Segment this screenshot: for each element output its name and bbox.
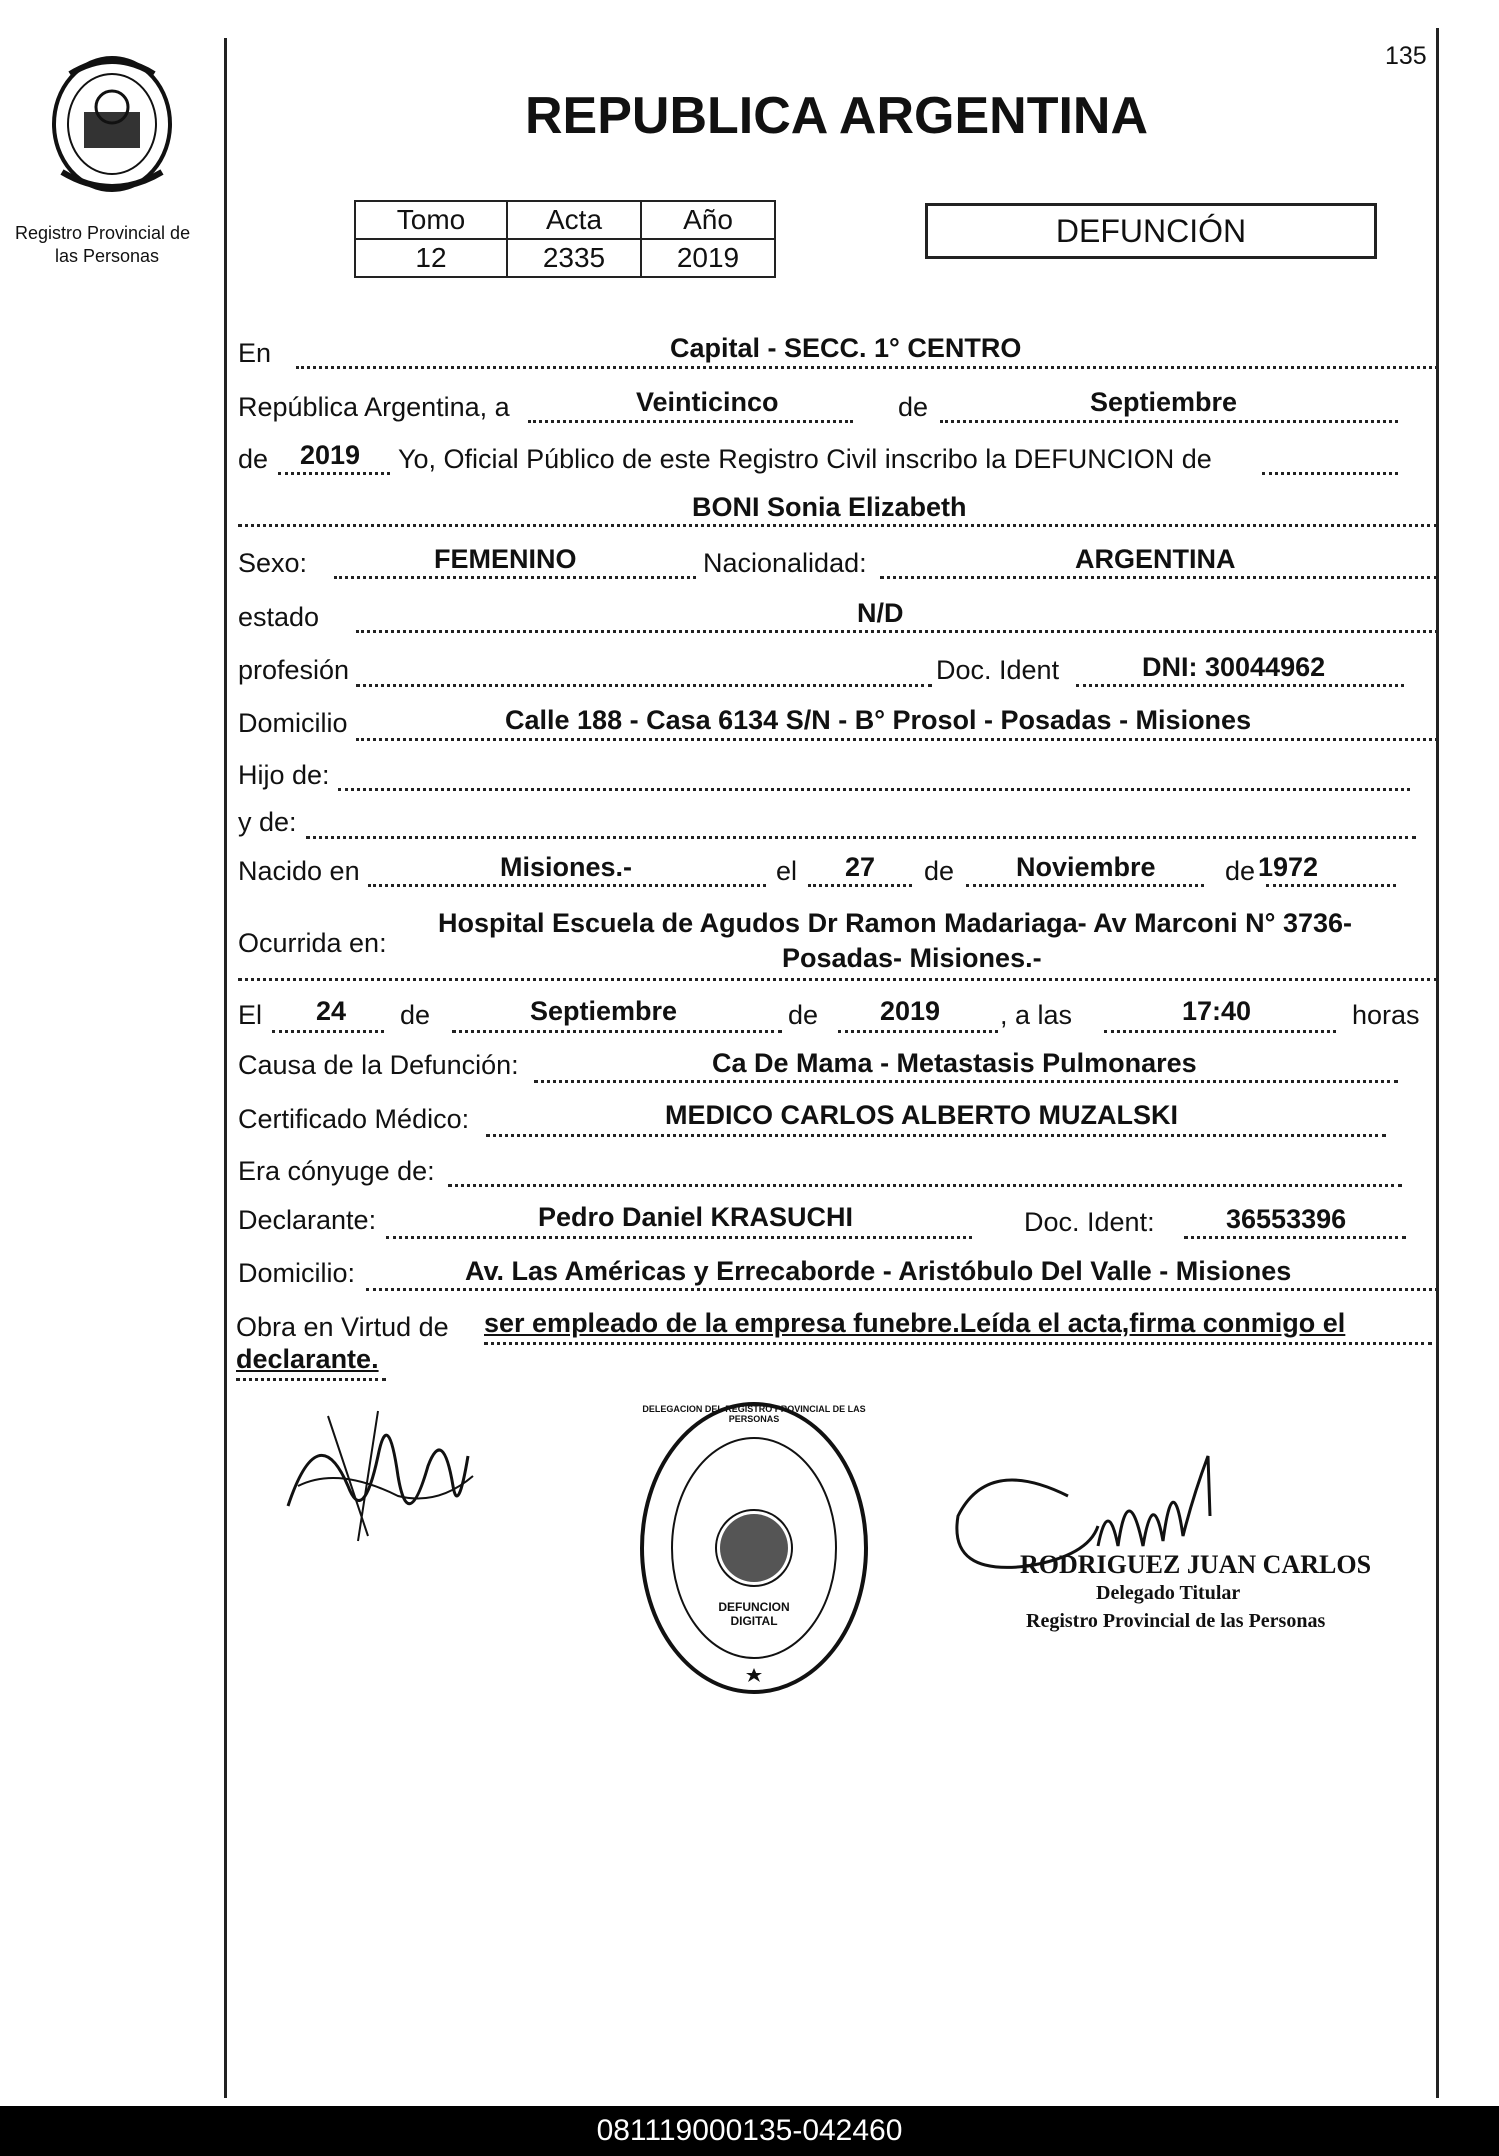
def-hora: 17:40: [1182, 996, 1252, 1026]
dotline: [238, 978, 1438, 981]
ocurrida-line1: Hospital Escuela de Agudos Dr Ramon Madariaga- Av Marconi N° 3736-: [438, 908, 1353, 938]
dotline: [368, 884, 766, 887]
dotline: [356, 630, 1438, 633]
def-dia: 24: [316, 996, 347, 1026]
nombre-value: BONI Sonia Elizabeth: [692, 492, 967, 522]
dotline: [1262, 472, 1398, 475]
dia-inscripcion: Veinticinco: [636, 387, 779, 417]
label-a-las: , a las: [1000, 1000, 1073, 1030]
label-domicilio2: Domicilio:: [238, 1258, 356, 1288]
label-y-de: y de:: [238, 807, 297, 837]
registry-name-line2: las Personas: [55, 246, 160, 266]
lugar-value: Capital - SECC. 1° CENTRO: [670, 333, 1022, 363]
right-margin-line: [1436, 28, 1439, 2098]
declarante-domicilio: Av. Las Américas y Errecaborde - Aristóbulo Del Valle - Misiones: [465, 1256, 1292, 1286]
label-de: de: [898, 392, 929, 422]
dni-value: DNI: 30044962: [1142, 652, 1326, 682]
dotline: [486, 1134, 1386, 1137]
label-republica: República Argentina, a: [238, 392, 510, 422]
ocurrida-line2: Posadas- Misiones.-: [782, 943, 1042, 973]
label-obra: Obra en Virtud de: [236, 1312, 449, 1342]
nac-dia: 27: [845, 852, 876, 882]
label-el: el: [776, 856, 798, 886]
anio-inscripcion: 2019: [300, 440, 361, 470]
declarante-doc: 36553396: [1226, 1204, 1347, 1234]
anio-header: Año: [641, 201, 775, 239]
tomo-value: 12: [355, 239, 507, 277]
def-anio: 2019: [880, 996, 941, 1026]
label-certificado: Certificado Médico:: [238, 1104, 470, 1134]
nac-mes: Noviembre: [1016, 852, 1156, 882]
estado-value: N/D: [857, 598, 904, 628]
dotline: [1266, 884, 1396, 887]
dotline: [484, 1342, 1432, 1345]
label-doc-ident: Doc. Ident: [936, 655, 1060, 685]
nacido-en-value: Misiones.-: [500, 852, 633, 882]
dotline: [366, 1288, 1438, 1291]
dotline: [1104, 1030, 1336, 1033]
label-de: de: [238, 444, 269, 474]
certificado-value: MEDICO CARLOS ALBERTO MUZALSKI: [665, 1100, 1178, 1130]
dotline: [272, 1030, 384, 1033]
dotline: [528, 420, 853, 423]
dotline: [386, 1236, 972, 1239]
sexo-value: FEMENINO: [434, 544, 577, 574]
stamp-ring-text: DELEGACION DEL REGISTRO PROVINCIAL DE LAS PERSONAS: [642, 1404, 866, 1424]
label-de: de: [924, 856, 955, 886]
document-title: REPUBLICA ARGENTINA: [525, 87, 1149, 145]
dotline: [808, 884, 912, 887]
label-ocurrida-en: Ocurrida en:: [238, 928, 387, 958]
dotline: [1076, 684, 1404, 687]
label-profesion: profesión: [238, 655, 350, 685]
record-type: DEFUNCIÓN: [1055, 213, 1247, 249]
dotline: [278, 472, 390, 475]
causa-value: Ca De Mama - Metastasis Pulmonares: [712, 1048, 1197, 1078]
signatory-name: RODRIGUEZ JUAN CARLOS: [1020, 1550, 1372, 1579]
label-conyuge: Era cónyuge de:: [238, 1156, 435, 1186]
label-estado: estado: [238, 602, 320, 632]
signatory-office: Registro Provincial de las Personas: [1026, 1610, 1326, 1632]
label-declarante: Declarante:: [238, 1205, 377, 1235]
dotline: [238, 524, 1438, 527]
left-margin-line: [224, 38, 227, 2098]
acta-header: Acta: [507, 201, 641, 239]
nac-anio: 1972: [1258, 852, 1319, 882]
label-el-cap: El: [238, 1000, 263, 1030]
dotline: [306, 836, 1416, 839]
label-yo-oficial: Yo, Oficial Público de este Registro Civil inscribo la DEFUNCION de: [398, 444, 1212, 474]
label-de: de: [788, 1000, 819, 1030]
label-domicilio: Domicilio: [238, 708, 348, 738]
acta-value: 2335: [507, 239, 641, 277]
dotline: [966, 884, 1204, 887]
nacionalidad-value: ARGENTINA: [1075, 544, 1236, 574]
dotline: [880, 576, 1438, 579]
def-mes: Septiembre: [530, 996, 678, 1026]
record-type-box: [925, 203, 1377, 259]
dotline: [338, 788, 1410, 791]
barcode-text: 081119000135-042460: [596, 2114, 903, 2147]
label-de: de: [400, 1000, 431, 1030]
registry-name-line1: Registro Provincial de: [15, 223, 191, 243]
stamp-inner-text: DEFUNCION DIGITAL: [718, 1600, 790, 1628]
dotline: [448, 1184, 1402, 1187]
page-number: 135: [1385, 42, 1427, 70]
dotline: [452, 1030, 782, 1033]
label-doc-ident2: Doc. Ident:: [1024, 1207, 1155, 1237]
dotline: [356, 738, 1438, 741]
dotline: [838, 1030, 998, 1033]
declarant-signature: [278, 1396, 478, 1546]
label-horas: horas: [1352, 1000, 1420, 1030]
dotline: [1184, 1236, 1406, 1239]
dotline: [236, 1378, 386, 1381]
dotline: [356, 684, 932, 687]
label-hijo-de: Hijo de:: [238, 760, 330, 790]
obra-line2: declarante.: [236, 1344, 379, 1374]
tomo-header: Tomo: [355, 201, 507, 239]
label-de: de: [1225, 856, 1256, 886]
label-causa: Causa de la Defunción:: [238, 1050, 519, 1080]
declarante-value: Pedro Daniel KRASUCHI: [538, 1202, 854, 1232]
footer-bar: [0, 2106, 1499, 2156]
domicilio-value: Calle 188 - Casa 6134 S/N - B° Prosol - Posadas - Misiones: [505, 705, 1252, 735]
label-nacido-en: Nacido en: [238, 856, 360, 886]
record-table: [354, 200, 776, 278]
label-sexo: Sexo:: [238, 548, 308, 578]
anio-value: 2019: [641, 239, 775, 277]
official-stamp: [638, 1400, 870, 1696]
province-seal-logo: [42, 52, 182, 202]
dotline: [940, 420, 1398, 423]
obra-line1: ser empleado de la empresa funebre.Leída el acta,firma conmigo el: [484, 1308, 1346, 1338]
dotline: [296, 366, 1438, 369]
signatory-role: Delegado Titular: [1096, 1582, 1241, 1604]
mes-inscripcion: Septiembre: [1090, 387, 1238, 417]
label-nacionalidad: Nacionalidad:: [703, 548, 867, 578]
dotline: [334, 576, 696, 579]
label-en: En: [238, 338, 272, 368]
dotline: [534, 1080, 1398, 1083]
